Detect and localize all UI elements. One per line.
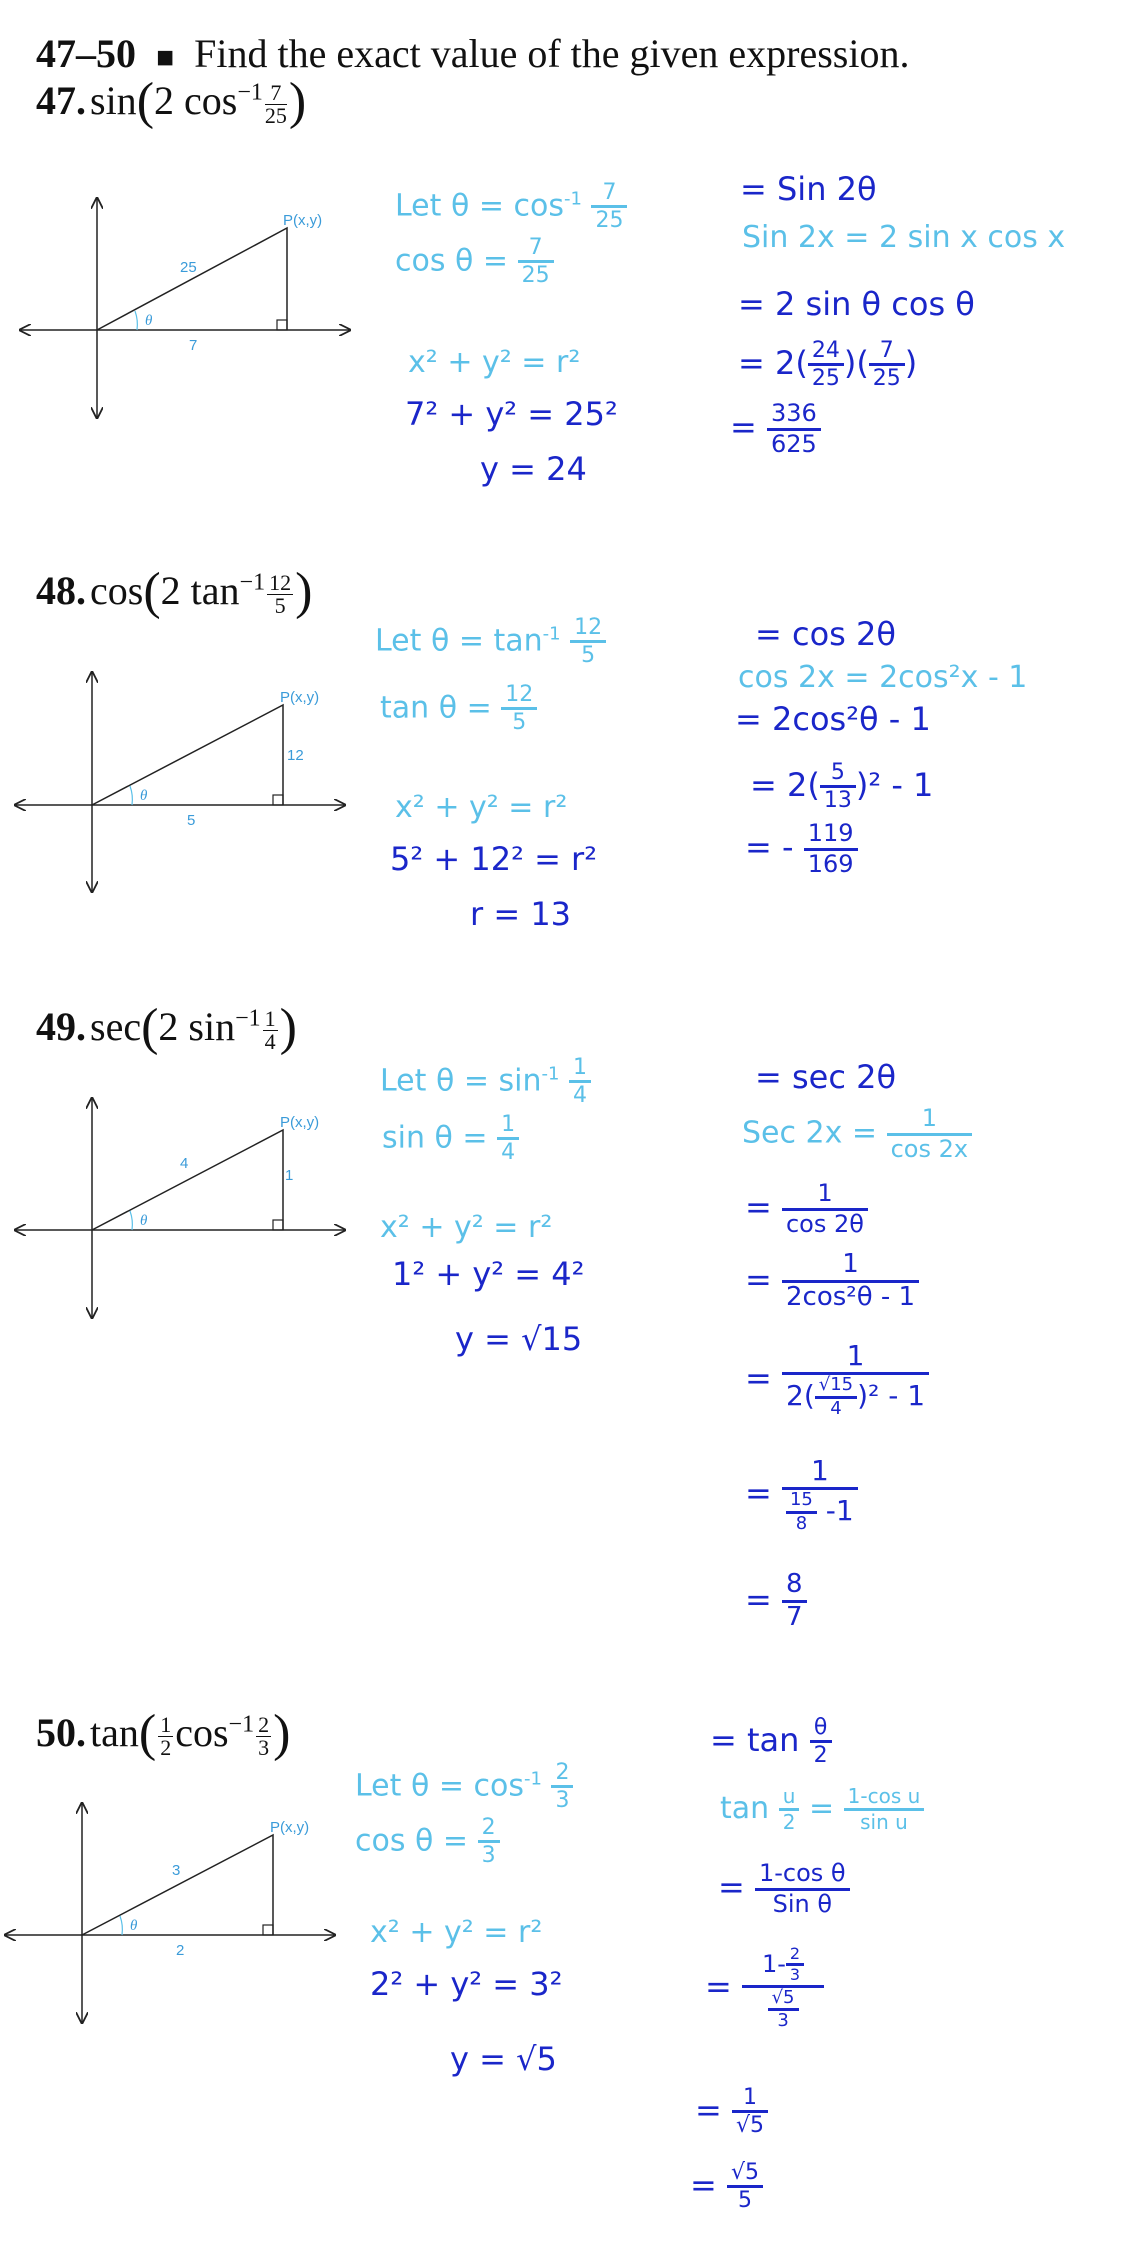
identity-48: cos 2x = 2cos²x - 1 xyxy=(738,660,1028,695)
hypotenuse-label: 25 xyxy=(180,259,197,276)
expression: sin(2 $\cos^{-1}$ $\frac{7}{25}$ ) xyxy=(90,73,307,130)
given-line-48: tan θ = $\frac{12}{5}$ xyxy=(380,682,537,736)
problem-number: 48. xyxy=(36,568,86,613)
header-bullet: ■ xyxy=(156,41,175,74)
given-line-50: cos θ = $\frac{2}{3}$ xyxy=(355,1815,500,1869)
theta-label: θ xyxy=(145,313,153,329)
problem-number: 47. xyxy=(36,78,86,123)
step-3-47: = 2 sin θ cos θ xyxy=(738,285,975,323)
point-label: P(x,y) xyxy=(283,212,323,229)
theta-label: θ xyxy=(130,1918,138,1934)
step-4-50: = 1- $\frac{2}{3}$ $\frac{√5}{3}$ xyxy=(705,1945,824,2032)
step-1-47: = Sin 2θ xyxy=(740,170,877,208)
problem-49-statement xyxy=(36,998,297,1057)
identity-50: tan $\frac{u}{2}$ = $\frac{\text{1-cos u}}{\text{sin u}}$ xyxy=(720,1785,924,1834)
given-line-47: cos θ = $\frac{7}{25}$ xyxy=(395,235,554,289)
let-line-48: Let $\theta = \tan^{-1}$ $\frac{12}{5}$ xyxy=(375,615,606,669)
step-5-49: = 1 2( $\frac{√15}{4}$ )² - 1 xyxy=(745,1340,929,1420)
pythag-line-48: x² + y² = r² xyxy=(395,790,568,825)
identity-49: Sec 2x = $\frac{1}{\cos 2x}$ xyxy=(742,1105,972,1163)
point-label: P(x,y) xyxy=(280,689,320,706)
step-1-49: = sec 2θ xyxy=(755,1058,897,1096)
step-5-50: = $\frac{1}{√5}$ xyxy=(695,2085,768,2139)
answer-48: = - $\frac{119}{169}$ xyxy=(745,820,858,878)
let-line-50: Let $\theta = \cos^{-1}$ $\frac{2}{3}$ xyxy=(355,1760,573,1814)
result-line-49: y = √15 xyxy=(455,1320,583,1358)
triangle-diagram-50 xyxy=(0,1795,380,2055)
section-header xyxy=(36,30,909,77)
point-label: P(x,y) xyxy=(280,1114,320,1131)
pythag-line-50: x² + y² = r² xyxy=(370,1915,543,1950)
result-line-50: y = √5 xyxy=(450,2040,557,2078)
pythag-line-49: x² + y² = r² xyxy=(380,1210,553,1245)
problem-number: 50. xyxy=(36,1710,86,1755)
opposite-label: 1 xyxy=(285,1167,294,1184)
answer-47: = $\frac{336}{625}$ xyxy=(730,400,821,458)
problem-number: 49. xyxy=(36,1004,86,1049)
theta-label: θ xyxy=(140,788,148,804)
result-line-48: r = 13 xyxy=(470,895,572,933)
substitution-line-49: 1² + y² = 4² xyxy=(392,1255,585,1293)
step-3-49: = $\frac{1}{\cos 2\theta}$ xyxy=(745,1180,868,1238)
let-line-47: Let $\theta = \cos^{-1}$ $\frac{7}{25}$ xyxy=(395,180,627,234)
hypotenuse-label: 3 xyxy=(172,1862,181,1879)
adjacent-label: 7 xyxy=(189,337,198,354)
theta-label: θ xyxy=(140,1213,148,1229)
expression: cos(2 $\tan^{-1}$ $\frac{12}{5}$ ) xyxy=(90,563,313,620)
step-4-48: = 2( $\frac{5}{13}$ )² - 1 xyxy=(750,760,934,814)
step-3-48: = 2cos²θ - 1 xyxy=(735,700,931,738)
expression: sec(2 $\sin^{-1}$ $\frac{1}{4}$ ) xyxy=(90,999,297,1056)
point-label: P(x,y) xyxy=(270,1819,310,1836)
identity-47: Sin 2x = 2 sin x cos x xyxy=(742,220,1066,255)
hypotenuse-label: 4 xyxy=(180,1155,189,1172)
expression: tan( $\frac{1}{2}$ $\cos^{-1}$ $\frac{2}{3}$ ) xyxy=(90,1705,291,1762)
triangle-diagram-47 xyxy=(0,180,380,440)
step-4-47: = 2( $\frac{24}{25}$ )( $\frac{7}{25}$ ) xyxy=(738,338,918,392)
step-6-49: = 1 $\frac{15}{8}$ -1 xyxy=(745,1455,858,1535)
opposite-label: 12 xyxy=(287,747,304,764)
problem-range: 47–50 xyxy=(36,31,136,76)
answer-50: = $\frac{√5}{5}$ xyxy=(690,2160,763,2214)
given-line-49: sin θ = $\frac{1}{4}$ xyxy=(382,1112,519,1166)
triangle-diagram-48 xyxy=(0,660,380,920)
problem-48-statement xyxy=(36,562,312,621)
triangle-diagram-49 xyxy=(0,1090,380,1350)
header-instruction: Find the exact value of the given expression. xyxy=(194,31,910,76)
let-line-49: Let $\theta = \sin^{-1}$ $\frac{1}{4}$ xyxy=(380,1055,591,1109)
step-1-48: = cos 2θ xyxy=(755,615,896,653)
step-1-50: = tan $\frac{\theta}{2}$ xyxy=(710,1715,832,1769)
substitution-line-47: 7² + y² = 25² xyxy=(405,395,618,433)
problem-50-statement xyxy=(36,1704,290,1763)
adjacent-label: 2 xyxy=(176,1942,185,1959)
answer-49: = $\frac{8}{7}$ xyxy=(745,1570,807,1633)
result-line-47: y = 24 xyxy=(480,450,587,488)
step-3-50: = 1-cos θ Sin θ xyxy=(718,1860,850,1918)
step-4-49: = $\frac{1}{\text{2cos²θ - 1}}$ xyxy=(745,1250,919,1313)
substitution-line-48: 5² + 12² = r² xyxy=(390,840,598,878)
adjacent-label: 5 xyxy=(187,812,196,829)
pythag-line-47: x² + y² = r² xyxy=(408,345,581,380)
substitution-line-50: 2² + y² = 3² xyxy=(370,1965,563,2003)
problem-47-statement xyxy=(36,72,306,131)
